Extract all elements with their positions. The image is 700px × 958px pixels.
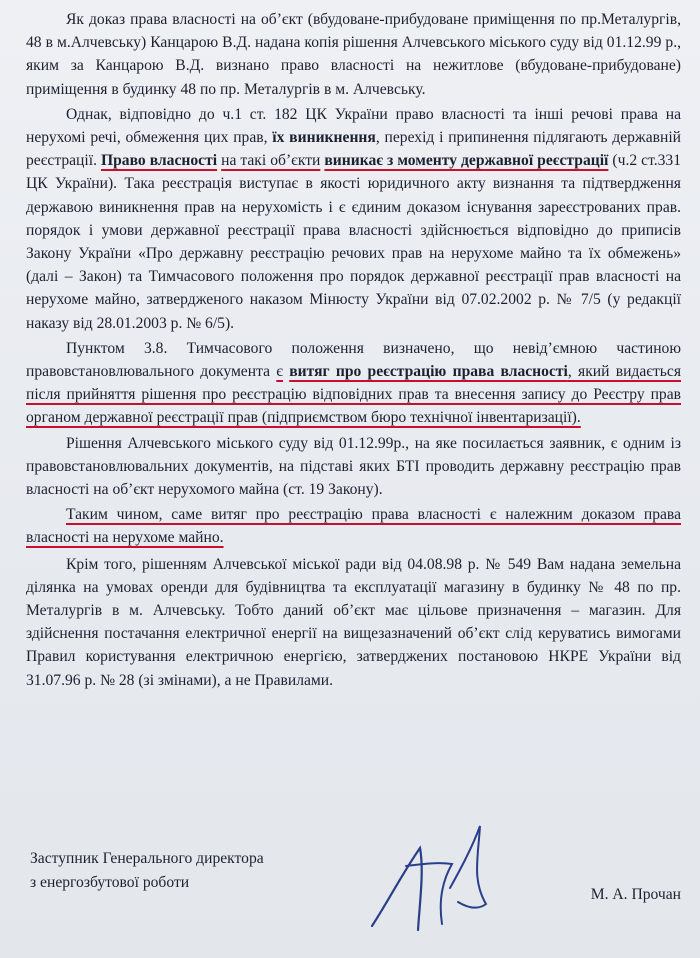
p2-text-c: , перехід і припинення підлягають державній реєстрації.: [26, 129, 682, 170]
signature-stroke-2: [406, 863, 452, 924]
signatory-title: [30, 847, 264, 894]
p2-text-g: (ч.2 ст.331 ЦК України). Така реєстрація виступає в якості юридичного акту визнання та підтвердження державою виникнення прав на нерухомість і є єдиним доказом існування зареєстрованих прав. порядок і умови державної реєстрації права власності здійснюється відповідно до приписів Закону України «Про державну реєстрацію речових прав на нерухоме майно та їх обмежень» (далі – Закон) та Тимчасового положення про порядок державної реєстрації прав власності на нерухоме майно, затвердженого наказом Мінюсту України від 07.02.2002 р. № 7/5 (у редакції наказу від 28.01.2003 р. № 6/5).: [26, 152, 681, 332]
p3-text-a: Пунктом 3.8. Тимчасового положення визначено, що невід’ємною частиною правовстановлювального документа: [26, 339, 681, 381]
paragraph-4: [26, 432, 681, 502]
paragraph-2: [26, 103, 681, 335]
p3-bold-extract: витяг про реєстрацію права власності: [289, 363, 568, 381]
signatory-title-line1: Заступник Генерального директора: [30, 850, 264, 867]
p2-text-a: Однак, відповідно до ч.1 ст. 182 ЦК України право власності та інші речові права на нерухомі речі, обмеження цих прав,: [26, 105, 681, 147]
p2-underlined-moment: виникає з моменту державної реєстрації: [324, 152, 609, 170]
paragraph-6: [26, 553, 681, 692]
letter-body: [26, 8, 681, 694]
paragraph-5-text: Таким чином, саме витяг про реєстрацію права власності є належним доказом права власності на нерухоме майно.: [26, 506, 681, 547]
signatory-title-line2: з енергозбутової роботи: [30, 873, 190, 891]
paragraph-5: [26, 503, 681, 549]
p2-bold-origin: їх виникнення: [272, 129, 376, 147]
paragraph-3: [26, 337, 681, 430]
p3-is: є: [276, 363, 283, 381]
paragraph-4-text: Рішення Алчевського міського суду від 01.12.99р., на яке посилається заявник, є одним із правовстановлювальних документів, на підставі яких БТІ проводить державну реєстрацію прав власності на об’єкт нерухомого майна (ст. 19 Закону).: [26, 434, 681, 499]
paragraph-1: [26, 8, 681, 101]
paragraph-1-text: Як доказ права власності на об’єкт (вбудоване-прибудоване приміщення по пр.Металургів, 48 в м.Алчевську) Канцарою В.Д. надана копія рішення Алчевського міського суду від 01.12.99 р., яким за Канцарою В.Д. визнано право власності на нежитлове (вбудоване-прибудоване) приміщення в будинку 48 по пр. Металургів в м. Алчевську.: [26, 11, 681, 98]
p3-underlined-rest: , який видається після прийняття рішення про реєстрацію відповідних прав та внесення запису до Реєстру прав органом державної реєстрації прав (підприємством бюро технічної інвентаризації).: [26, 363, 681, 427]
p2-underlined-objects: на такі об’єкти: [221, 152, 321, 170]
signatory-name: М. А. Прочан: [590, 886, 681, 903]
paragraph-6-text: Крім того, рішенням Алчевської міської ради від 04.08.98 р. № 549 Вам надана земельна ділянка на умовах оренди для будівництва та експлуатації магазину в будинку № 48 по пр. Металургів в м. Алчевську. Тобто даний об’єкт має цільове призначення – магазин. Для здійснення постачання електричної енергії на вищезазначений об’єкт слід керуватись вимогами Правил користування електричною енергією, затверджених постановою НКРЕ України від 31.07.96 р. № 28 (зі змінами), а не Правилами.: [26, 555, 681, 689]
handwritten-signature: [360, 818, 500, 938]
signature-stroke-1: [372, 848, 422, 930]
signature-stroke-3: [450, 826, 486, 908]
p2-underlined-right: Право власності: [100, 152, 218, 170]
